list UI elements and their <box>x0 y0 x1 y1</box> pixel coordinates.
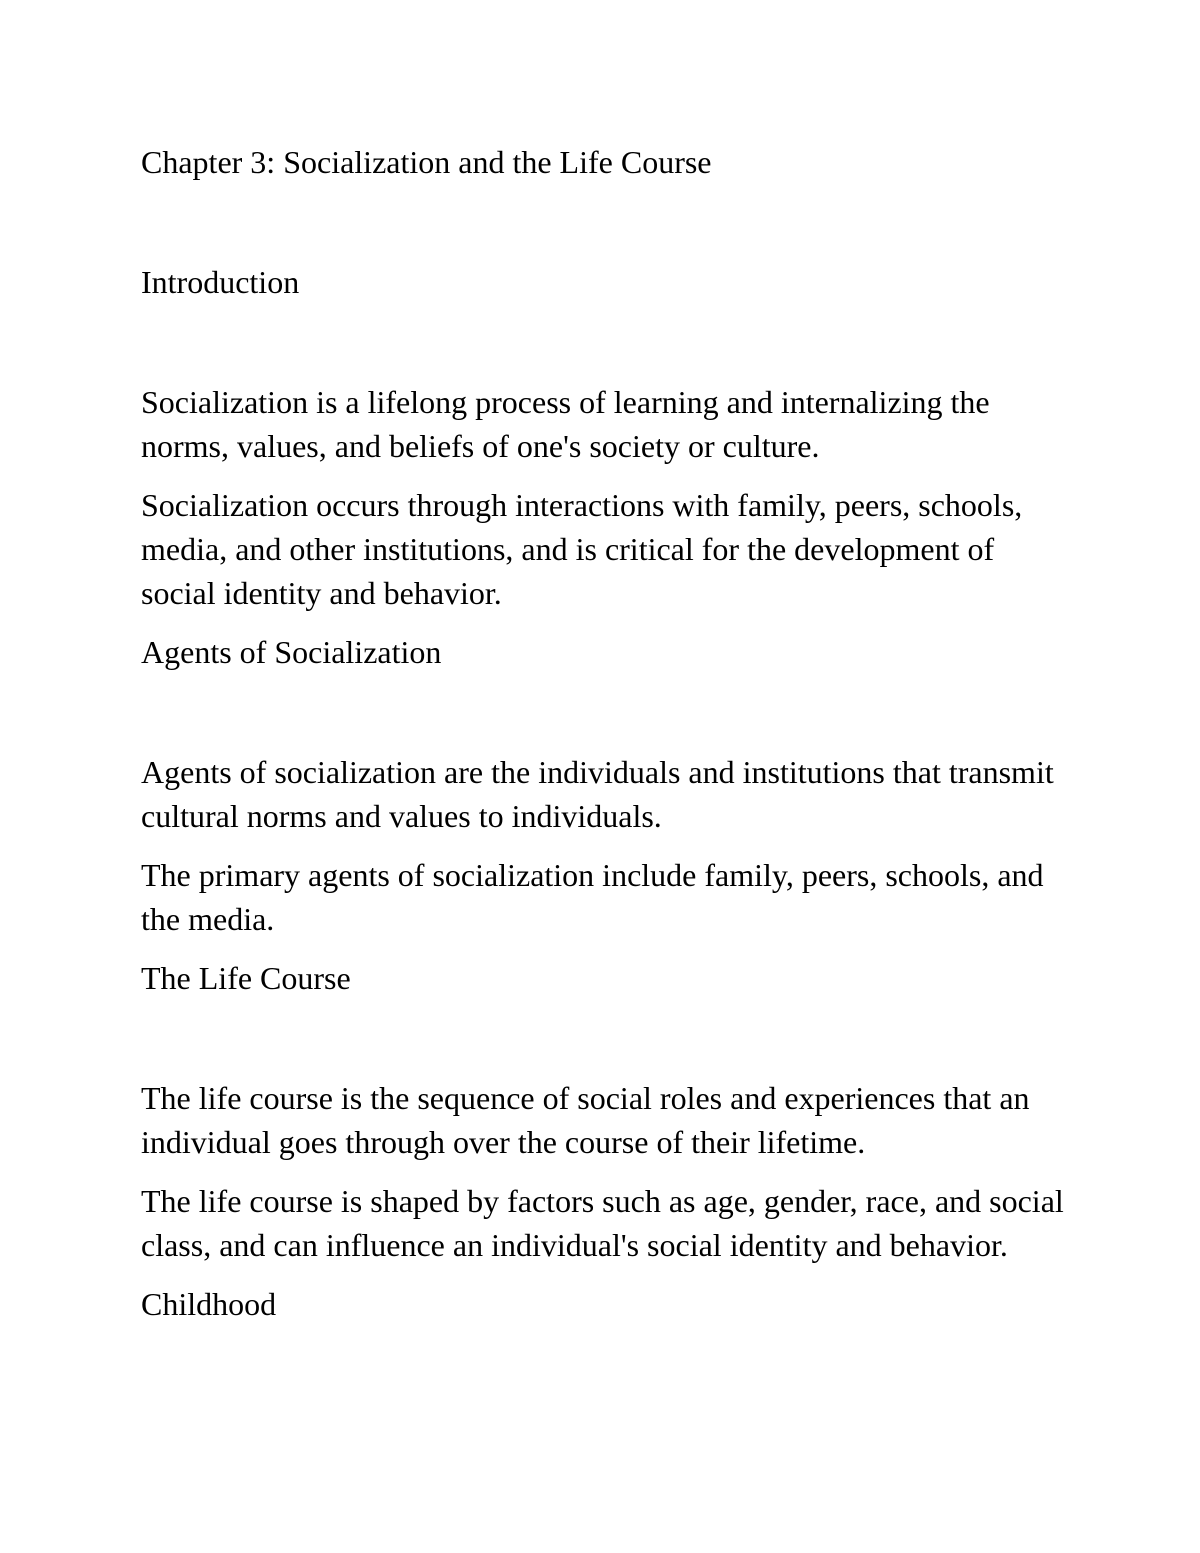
paragraph: Agents of socialization are the individuals and institutions that transmit cultural norms and values to individuals. <box>141 754 1054 834</box>
paragraph: The primary agents of socialization include family, peers, schools, and the media. <box>141 857 1044 937</box>
section-heading-life-course: The Life Course <box>141 960 351 996</box>
section-heading-childhood: Childhood <box>141 1286 277 1322</box>
document-body <box>141 140 1071 1326</box>
chapter-title: Chapter 3: Socialization and the Life Course <box>141 144 712 180</box>
section-heading-introduction: Introduction <box>141 264 300 300</box>
paragraph: Socialization is a lifelong process of learning and internalizing the norms, values, and beliefs of one's society or culture. <box>141 384 990 464</box>
section-heading-agents-of-socialization: Agents of Socialization <box>141 634 442 670</box>
paragraph: The life course is shaped by factors such as age, gender, race, and social class, and can influence an individual's social identity and behavior. <box>141 1183 1064 1263</box>
paragraph: Socialization occurs through interactions with family, peers, schools, media, and other institutions, and is critical for the development of social identity and behavior. <box>141 487 1023 611</box>
paragraph: The life course is the sequence of social roles and experiences that an individual goes through over the course of their lifetime. <box>141 1080 1030 1160</box>
